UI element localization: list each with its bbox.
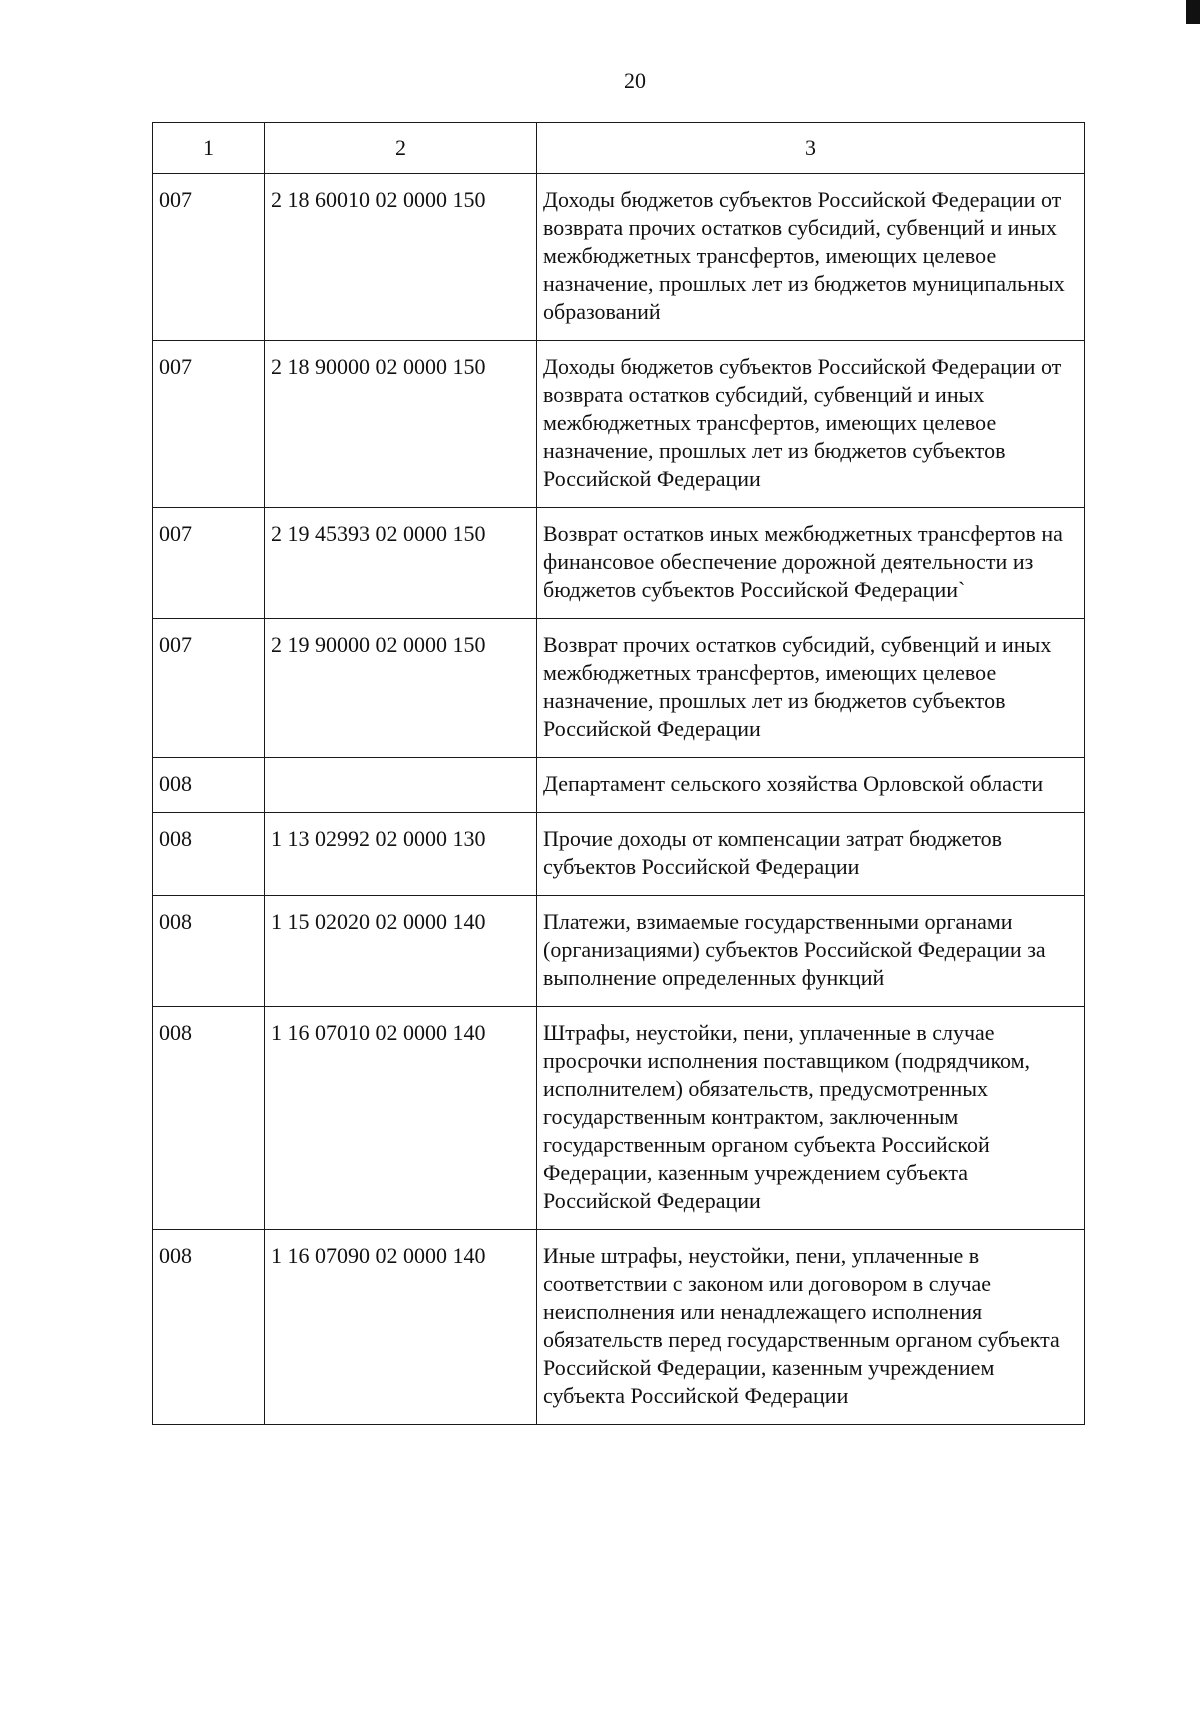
revenue-code-cell: 1 16 07010 02 0000 140 [265,1007,537,1230]
description-cell: Департамент сельского хозяйства Орловской области [537,758,1085,813]
table-row [153,1007,1085,1230]
description-cell: Иные штрафы, неустойки, пени, уплаченные в соответствии с законом или договором в случае неисполнения или ненадлежащего исполнения обязательств перед государственным органом субъекта Российской Федерации, казенным учреждением субъекта Российской Федерации [537,1230,1085,1425]
admin-code-cell: 008 [153,813,265,896]
description-cell: Доходы бюджетов субъектов Российской Федерации от возврата остатков субсидий, субвенций и иных межбюджетных трансфертов, имеющих целевое назначение, прошлых лет из бюджетов субъектов Российской Федерации [537,341,1085,508]
table-row [153,1230,1085,1425]
table-row [153,813,1085,896]
revenue-code-cell: 1 13 02992 02 0000 130 [265,813,537,896]
column-header-2: 2 [265,123,537,174]
revenue-codes-table [152,122,1085,1425]
admin-code-cell: 008 [153,1007,265,1230]
page-number: 20 [624,68,646,93]
table-row [153,896,1085,1007]
table-row [153,341,1085,508]
admin-code-cell: 007 [153,508,265,619]
column-header-3: 3 [537,123,1085,174]
table-row [153,619,1085,758]
description-cell: Платежи, взимаемые государственными органами (организациями) субъектов Российской Федерации за выполнение определенных функций [537,896,1085,1007]
revenue-code-cell: 2 19 45393 02 0000 150 [265,508,537,619]
revenue-code-cell: 1 15 02020 02 0000 140 [265,896,537,1007]
table-header-row [153,123,1085,174]
description-cell: Возврат прочих остатков субсидий, субвенций и иных межбюджетных трансфертов, имеющих целевое назначение, прошлых лет из бюджетов субъектов Российской Федерации [537,619,1085,758]
description-cell: Возврат остатков иных межбюджетных трансфертов на финансовое обеспечение дорожной деятельности из бюджетов субъектов Российской Федерации` [537,508,1085,619]
revenue-code-cell: 2 18 60010 02 0000 150 [265,174,537,341]
description-cell: Прочие доходы от компенсации затрат бюджетов субъектов Российской Федерации [537,813,1085,896]
table-row [153,508,1085,619]
column-header-1: 1 [153,123,265,174]
revenue-code-cell: 1 16 07090 02 0000 140 [265,1230,537,1425]
table-row [153,758,1085,813]
scan-edge-mark [1186,0,1200,24]
table-row [153,174,1085,341]
revenue-code-cell [265,758,537,813]
admin-code-cell: 008 [153,1230,265,1425]
admin-code-cell: 007 [153,619,265,758]
admin-code-cell: 007 [153,341,265,508]
revenue-code-cell: 2 18 90000 02 0000 150 [265,341,537,508]
description-cell: Доходы бюджетов субъектов Российской Федерации от возврата прочих остатков субсидий, субвенций и иных межбюджетных трансфертов, имеющих целевое назначение, прошлых лет из бюджетов муниципальных образований [537,174,1085,341]
description-cell: Штрафы, неустойки, пени, уплаченные в случае просрочки исполнения поставщиком (подрядчиком, исполнителем) обязательств, предусмотренных государственным контрактом, заключенным государственным органом субъекта Российской Федерации, казенным учреждением субъекта Российской Федерации [537,1007,1085,1230]
admin-code-cell: 008 [153,758,265,813]
admin-code-cell: 008 [153,896,265,1007]
admin-code-cell: 007 [153,174,265,341]
revenue-code-cell: 2 19 90000 02 0000 150 [265,619,537,758]
